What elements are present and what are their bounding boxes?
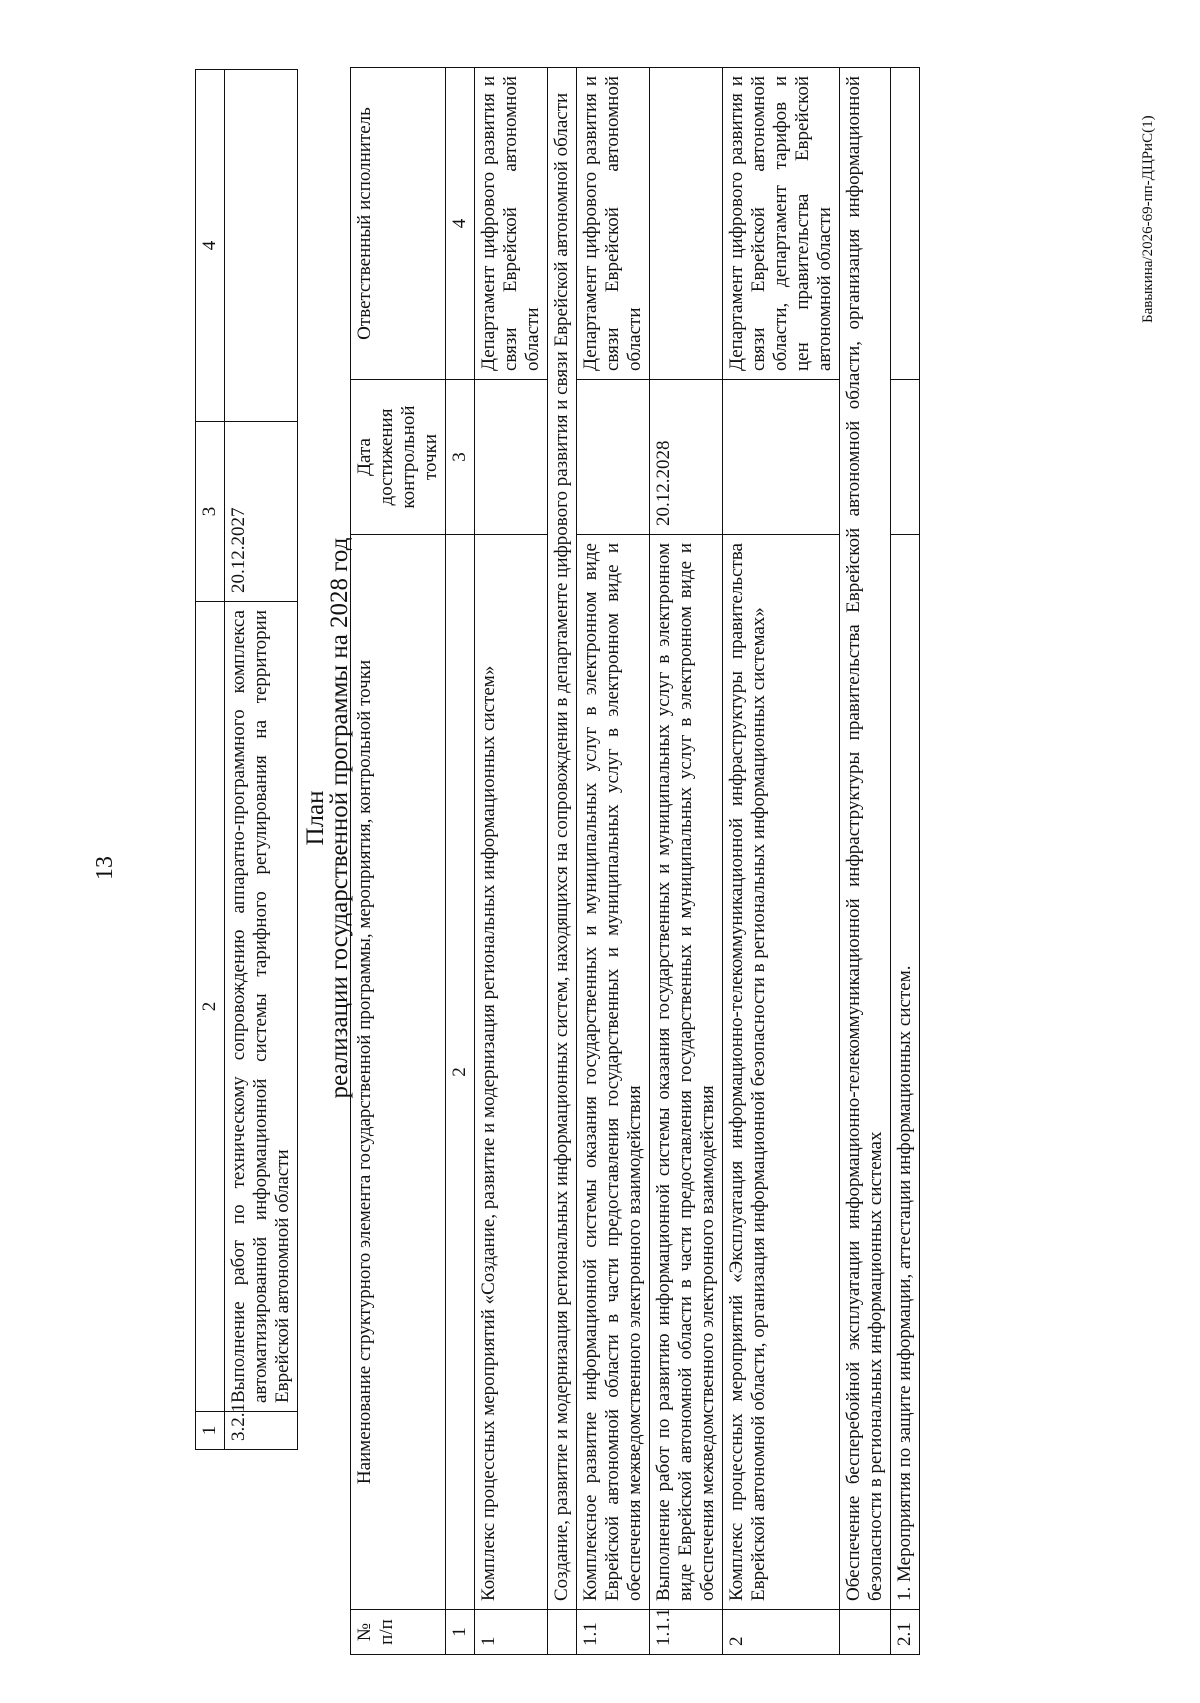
row-name: Комплексное развитие информационной системы оказания государственных и муниципальных услуг в электронном виде Еврейской автономной области в части предоставления государственных и муниципальных услуг в электронном виде и обеспечения межведомственного электронного взаимодействия [577, 535, 650, 1610]
table-row [723, 68, 840, 1655]
table-cell: 3 [446, 380, 475, 535]
table-header-row [196, 70, 225, 1450]
table-row [650, 68, 723, 1655]
row-date [475, 380, 548, 535]
row-span-text: Создание, развитие и модернизация региональных информационных систем, находящихся на сопровождении в департаменте цифрового развития и связи Еврейской автономной области [548, 68, 577, 1610]
row-date: 20.12.2027 [225, 422, 298, 602]
row-number: 1.1.1 [650, 1610, 723, 1655]
row-number: 3.2.1 [225, 1412, 298, 1450]
header-name: Наименование структурного элемента государственной программы, мероприятия, контрольной точки [351, 535, 446, 1610]
table-header-row [351, 68, 446, 1655]
row-number: 1.1 [577, 1610, 650, 1655]
table-cell: 1 [196, 1412, 225, 1450]
row-date: 20.12.2028 [650, 380, 723, 535]
row-number: 1 [475, 1610, 548, 1655]
row-executor [891, 68, 920, 380]
row-date [577, 380, 650, 535]
row-name: 1. Мероприятия по защите информации, аттестации информационных систем. [891, 535, 920, 1610]
header-date: Дата достижения контрольной точки [351, 380, 446, 535]
row-name: Комплекс процессных мероприятий «Создание, развитие и модернизация региональных информационных систем» [475, 535, 548, 1610]
row-executor: Департамент цифрового развития и связи Еврейской автономной области [577, 68, 650, 380]
header-executor: Ответственный исполнитель [351, 68, 446, 380]
row-name: Комплекс процессных мероприятий «Эксплуатация информационно-телекоммуникационной инфраструктуры правительства Еврейской автономной области, организация информационной безопасности в региональных информационных системах» [723, 535, 840, 1610]
row-span-text: Обеспечение бесперебойной эксплуатации информационно-телекоммуникационной инфраструктуры правительства Еврейской автономной области, организация информационной безопасности в региональных информационных системах [840, 68, 891, 1610]
row-date [891, 380, 920, 535]
table-row-span [840, 68, 891, 1655]
table-cell: 3 [196, 422, 225, 602]
row-number [840, 1610, 891, 1655]
table-row [891, 68, 920, 1655]
table-cell: 1 [446, 1610, 475, 1655]
row-number: 2 [723, 1610, 840, 1655]
row-name: Выполнение работ по техническому сопровождению аппаратно-программного комплекса автоматизированной информационной системы тарифного регулирования на территории Еврейской автономной области [225, 602, 298, 1412]
row-number: 2.1 [891, 1610, 920, 1655]
plan-subtitle: реализации государственной программы на 2028 год [326, 537, 353, 1099]
row-executor [650, 68, 723, 380]
table-cell: 2 [196, 602, 225, 1412]
table-cell: 2 [446, 535, 475, 1610]
plan-table [350, 67, 920, 1655]
page-number: 13 [92, 856, 118, 880]
plan-title: План [302, 790, 329, 846]
row-executor: Департамент цифрового развития и связи Еврейской автономной области, департамент тарифов и цен правительства Еврейской автономной области [723, 68, 840, 380]
document-code: Бавыкина/2026-69-пп-ДЦРиС(1) [1140, 115, 1156, 323]
table-index-row [446, 68, 475, 1655]
header-num: № п/п [351, 1610, 446, 1655]
table-cell: 4 [196, 70, 225, 422]
table-row [475, 68, 548, 1655]
table-cell: 4 [446, 68, 475, 380]
table-row [577, 68, 650, 1655]
row-number [548, 1610, 577, 1655]
table-row-span [548, 68, 577, 1655]
row-executor [225, 70, 298, 422]
row-executor: Департамент цифрового развития и связи Еврейской автономной области [475, 68, 548, 380]
row-date [723, 380, 840, 535]
table-row [225, 70, 298, 1450]
continuation-table [195, 69, 298, 1450]
row-name: Выполнение работ по развитию информационной системы оказания государственных и муниципальных услуг в электронном виде Еврейской автономной области в части предоставления государственных и муниципальных услуг в электронном виде и обеспечения межведомственного электронного взаимодействия [650, 535, 723, 1610]
